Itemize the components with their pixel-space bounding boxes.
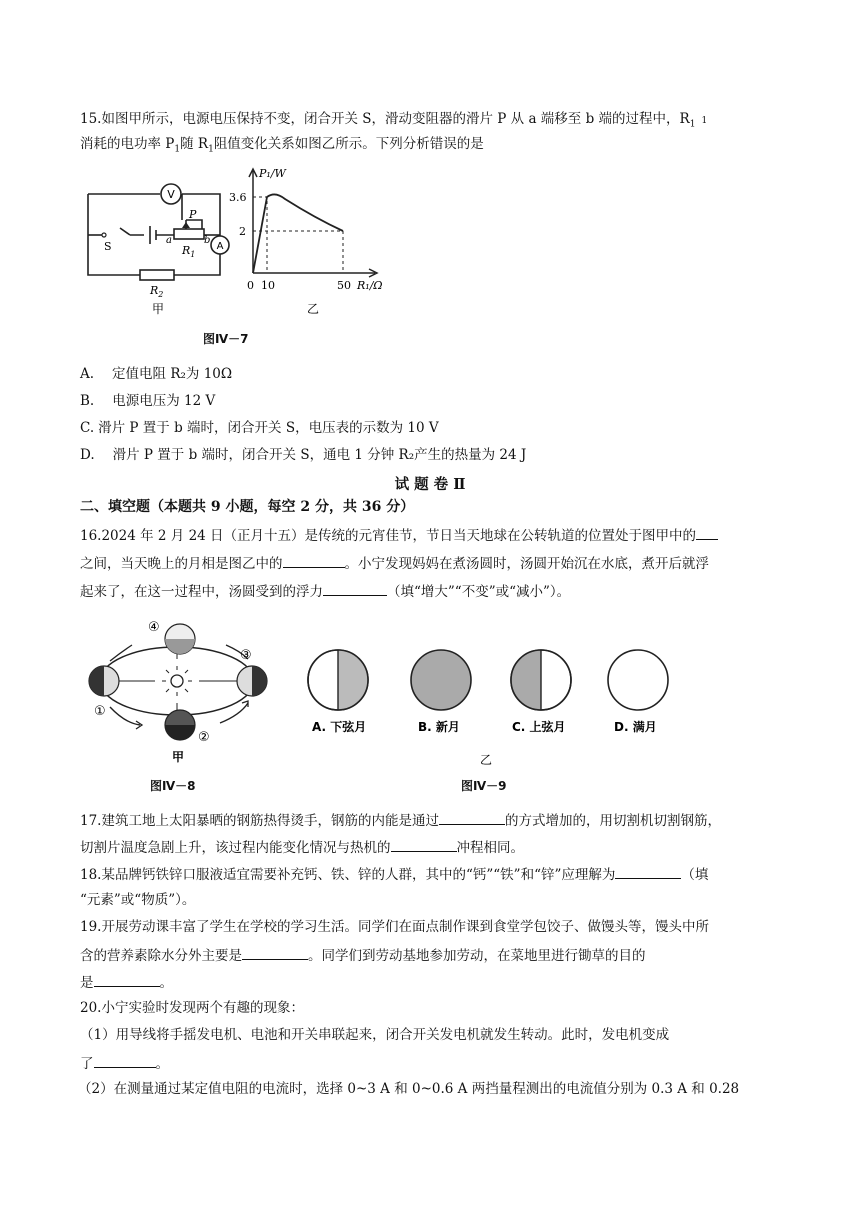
orbit-caption: 甲 [172,750,185,764]
q16-line-2: 之间，当天晚上的月相是图乙中的 。小宁发现妈妈在煮汤圆时，汤圆开始沉在水底，煮开后就浮 [80,553,709,573]
orbit-position-2: ② [198,730,210,745]
earth-icon [165,624,195,654]
orbit-position-3: ③ [240,648,252,663]
x-axis-label: R₁/Ω [357,279,383,292]
q16-line-3: 起来了，在这一过程中，汤圆受到的浮力 （填“增大”“不变”或“减小”）。 [80,581,570,601]
q18-line-2: “元素”或“物质”）。 [80,892,196,908]
answer-blank[interactable] [615,864,681,879]
option-d: D. 滑片 P 置于 b 端时，闭合开关 S，通电 1 分钟 R₂产生的热量为 24 J [80,447,527,463]
graph-caption: 乙 [307,302,320,316]
q20-intro: 20.小宁实验时发现两个有趣的现象： [80,1000,304,1016]
power-resistance-graph [225,163,405,323]
end-b-label: b [204,235,211,246]
x-tick: 0 [247,279,254,292]
end-a-label: a [166,235,172,246]
answer-blank[interactable] [283,553,345,568]
moon-label: D. 满月 [614,720,657,734]
r2-label: $R_2$ [150,284,164,299]
figure-label: 图Ⅳ－7 [203,332,249,346]
voltmeter-label: V [167,188,175,201]
moon-icon [511,650,571,710]
q16-line-1: 16.2024 年 2 月 24 日（正月十五）是传统的元宵佳节，节日当天地球在公转轨道的位置处于图甲中的 [80,525,718,545]
option-b: B. 电源电压为 12 V [80,393,216,409]
q17-line-1: 17.建筑工地上太阳暴晒的钢筋热得烫手，钢筋的内能是通过 的方式增加的，用切割机切割钢筋， [80,810,721,830]
switch-label: S [104,240,112,253]
moon-label: B. 新月 [418,720,460,734]
earth-icon [89,666,119,696]
answer-blank[interactable] [94,972,160,987]
section-heading: 二、填空题（本题共 9 小题，每空 2 分，共 36 分） [80,499,415,515]
earth-icon [237,666,267,696]
q19-line-3: 是 。 [80,972,173,992]
figure-label: 图Ⅳ－8 [150,779,196,793]
y-tick: 2 [239,225,246,238]
circuit-caption: 甲 [152,302,165,316]
moon-label: C. 上弦月 [512,720,566,734]
y-tick: 3.6 [229,191,247,204]
answer-blank[interactable] [242,945,308,960]
moon-icon [411,650,471,710]
q20-part-1: （1）用导线将手摇发电机、电池和开关串联起来，闭合开关发电机就发生转动。此时，发电机变成 [80,1027,670,1043]
answer-blank[interactable] [696,525,718,540]
ammeter-label: A [216,241,224,252]
y-axis-label: P₁/W [259,167,286,180]
section-title: 试 题 卷 Ⅱ [394,476,466,493]
slider-arrow [182,222,190,228]
q20-part-2: （2）在测量通过某定值电阻的电流时，选择 0~3 A 和 0~0.6 A 两挡量程测出的电流值分别为 0.3 A 和 0.28 [78,1081,740,1097]
answer-blank[interactable] [94,1053,156,1068]
earth-orbit-diagram [80,615,280,775]
moon-phase-diagram [298,640,678,770]
moon-icon [608,650,668,710]
orbit-position-1: ① [94,704,106,719]
moon-label: A. 下弦月 [312,720,367,734]
r1-label: $R_1$ [182,244,196,259]
q15-line-2: 消耗的电功率 $P_1$随 $R_1$阻值变化关系如图乙所示。下列分析错误的是 [80,136,484,155]
orbit-position-4: ④ [148,620,160,635]
x-tick: 50 [337,279,351,292]
earth-icon [165,710,195,740]
q15-line-1: 15.如图甲所示，电源电压保持不变，闭合开关 S，滑动变阻器的滑片 P 从 a 端移至 b 端的过程中，$R_1$ 1 [80,111,708,130]
answer-blank[interactable] [323,581,387,596]
figure-label: 图Ⅳ－9 [461,779,507,793]
q19-line-2: 含的营养素除水分外主要是 。同学们到劳动基地参加劳动，在菜地里进行锄草的目的 [80,945,646,965]
moon-icon [308,650,368,710]
sun-icon [171,675,183,687]
q18-line-1: 18.某品牌钙铁锌口服液适宜需要补充钙、铁、锌的人群，其中的“钙”“铁”和“锌”应理解为 （填 [80,864,708,884]
answer-blank[interactable] [391,837,457,852]
circuit-diagram [82,168,232,318]
slider-label: P [189,208,197,221]
option-c: C. 滑片 P 置于 b 端时，闭合开关 S，电压表的示数为 10 V [80,420,439,436]
q20-part-1-cont: 了 。 [80,1053,169,1073]
option-a: A. 定值电阻 R₂为 10Ω [80,366,233,382]
q19-line-1: 19.开展劳动课丰富了学生在学校的学习生活。同学们在面点制作课到食堂学包饺子、做馒头等，馒头中所 [80,919,709,935]
x-tick: 10 [261,279,275,292]
q17-line-2: 切割片温度急剧上升，该过程内能变化情况与热机的 冲程相同。 [80,837,524,857]
moon-caption: 乙 [480,753,493,767]
answer-blank[interactable] [439,810,505,825]
